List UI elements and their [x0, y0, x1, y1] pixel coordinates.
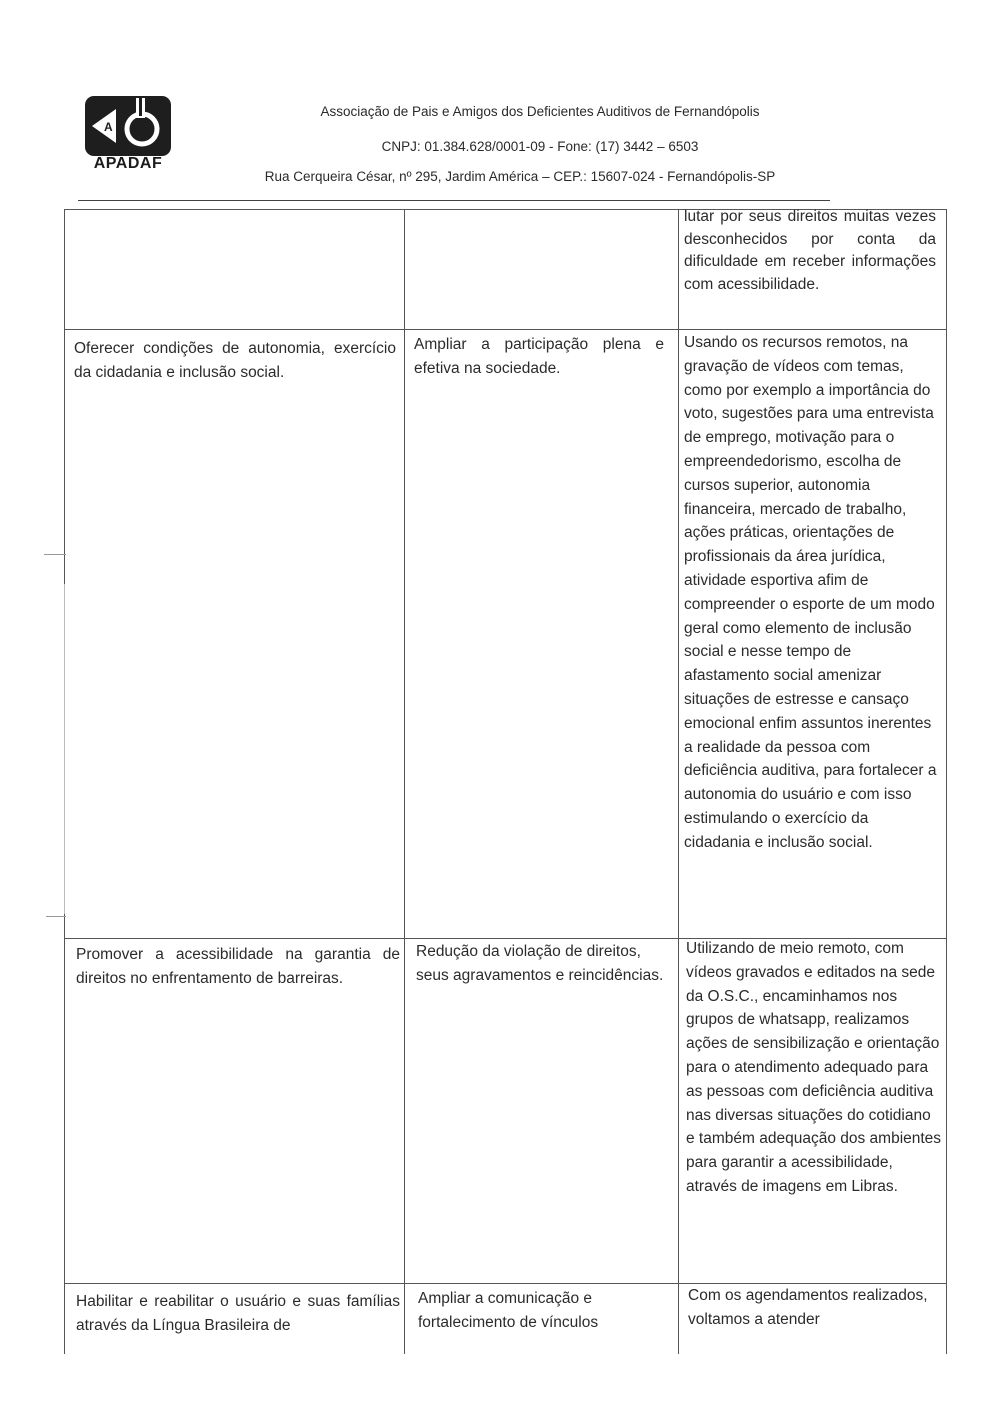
scan-mark — [46, 916, 66, 917]
apadaf-logo — [82, 95, 174, 177]
row-divider-1 — [64, 329, 946, 330]
table-cell: lutar por seus direitos muitas vezes desconhecidos por conta da dificuldade em receber informações com acessibilidade. — [684, 208, 936, 293]
table-cell: Habilitar e reabilitar o usuário e suas famílias através da Língua Brasileira de — [76, 1293, 400, 1334]
table-cell: Promover a acessibilidade na garantia de direitos no enfrentamento de barreiras. — [76, 946, 400, 987]
column-divider-2 — [678, 209, 679, 1354]
table-cell: Utilizando de meio remoto, com vídeos gravados e editados na sede da O.S.C., encaminhamos nos grupos de whatsapp, realizamos ações de sensibilização e orientação para o atendimento adequado para as pessoas com deficiência auditiva nas diversas situações do cotidiano e também adequação dos ambientes para garantir a acessibilidade, através de imagens em Libras. — [686, 940, 942, 1195]
scan-mark — [44, 554, 66, 555]
table-cell: Redução da violação de direitos, seus agravamentos e reincidências. — [416, 943, 664, 984]
table-cell: Ampliar a participação plena e efetiva na sociedade. — [414, 336, 664, 377]
table-cell: Com os agendamentos realizados, voltamos a atender — [688, 1287, 928, 1328]
header-divider — [78, 200, 830, 201]
table-cell: Ampliar a comunicação e fortalecimento de vínculos — [418, 1290, 599, 1331]
cnpj-phone-line: CNPJ: 01.384.628/0001-09 - Fone: (17) 3442 – 6503 — [381, 139, 699, 154]
column-divider-1 — [404, 209, 405, 1354]
apadaf-logo-icon — [84, 95, 172, 157]
table-cell: Usando os recursos remotos, na gravação de vídeos com temas, como por exemplo a importância do voto, sugestões para uma entrevista de emprego, motivação para o empreendedorismo, escolha de cursos superior, autonomia financeira, mercado de trabalho, ações práticas, orientações de profissionais da área jurídica, atividade esportiva afim de compreender o esporte de um modo geral como elemento de inclusão social e nesse tempo de afastamento social amenizar situações de estresse e cansaço emocional enfim assuntos inerentes a realidade da pessoa com deficiência auditiva, para fortalecer a autonomia do usuário e com isso estimulando o exercício da cidadania e inclusão social. — [684, 334, 937, 851]
logo-letter: A — [104, 120, 113, 134]
organization-name: Associação de Pais e Amigos dos Deficientes Auditivos de Fernandópolis — [320, 104, 760, 119]
address-line: Rua Cerqueira César, nº 295, Jardim América – CEP.: 15607-024 - Fernandópolis-SP — [264, 169, 776, 184]
scan-mark — [64, 584, 65, 914]
table-right-border — [946, 209, 947, 1354]
logo-wordmark: APADAF — [93, 155, 163, 172]
table-cell: Oferecer condições de autonomia, exercício da cidadania e inclusão social. — [74, 340, 396, 381]
